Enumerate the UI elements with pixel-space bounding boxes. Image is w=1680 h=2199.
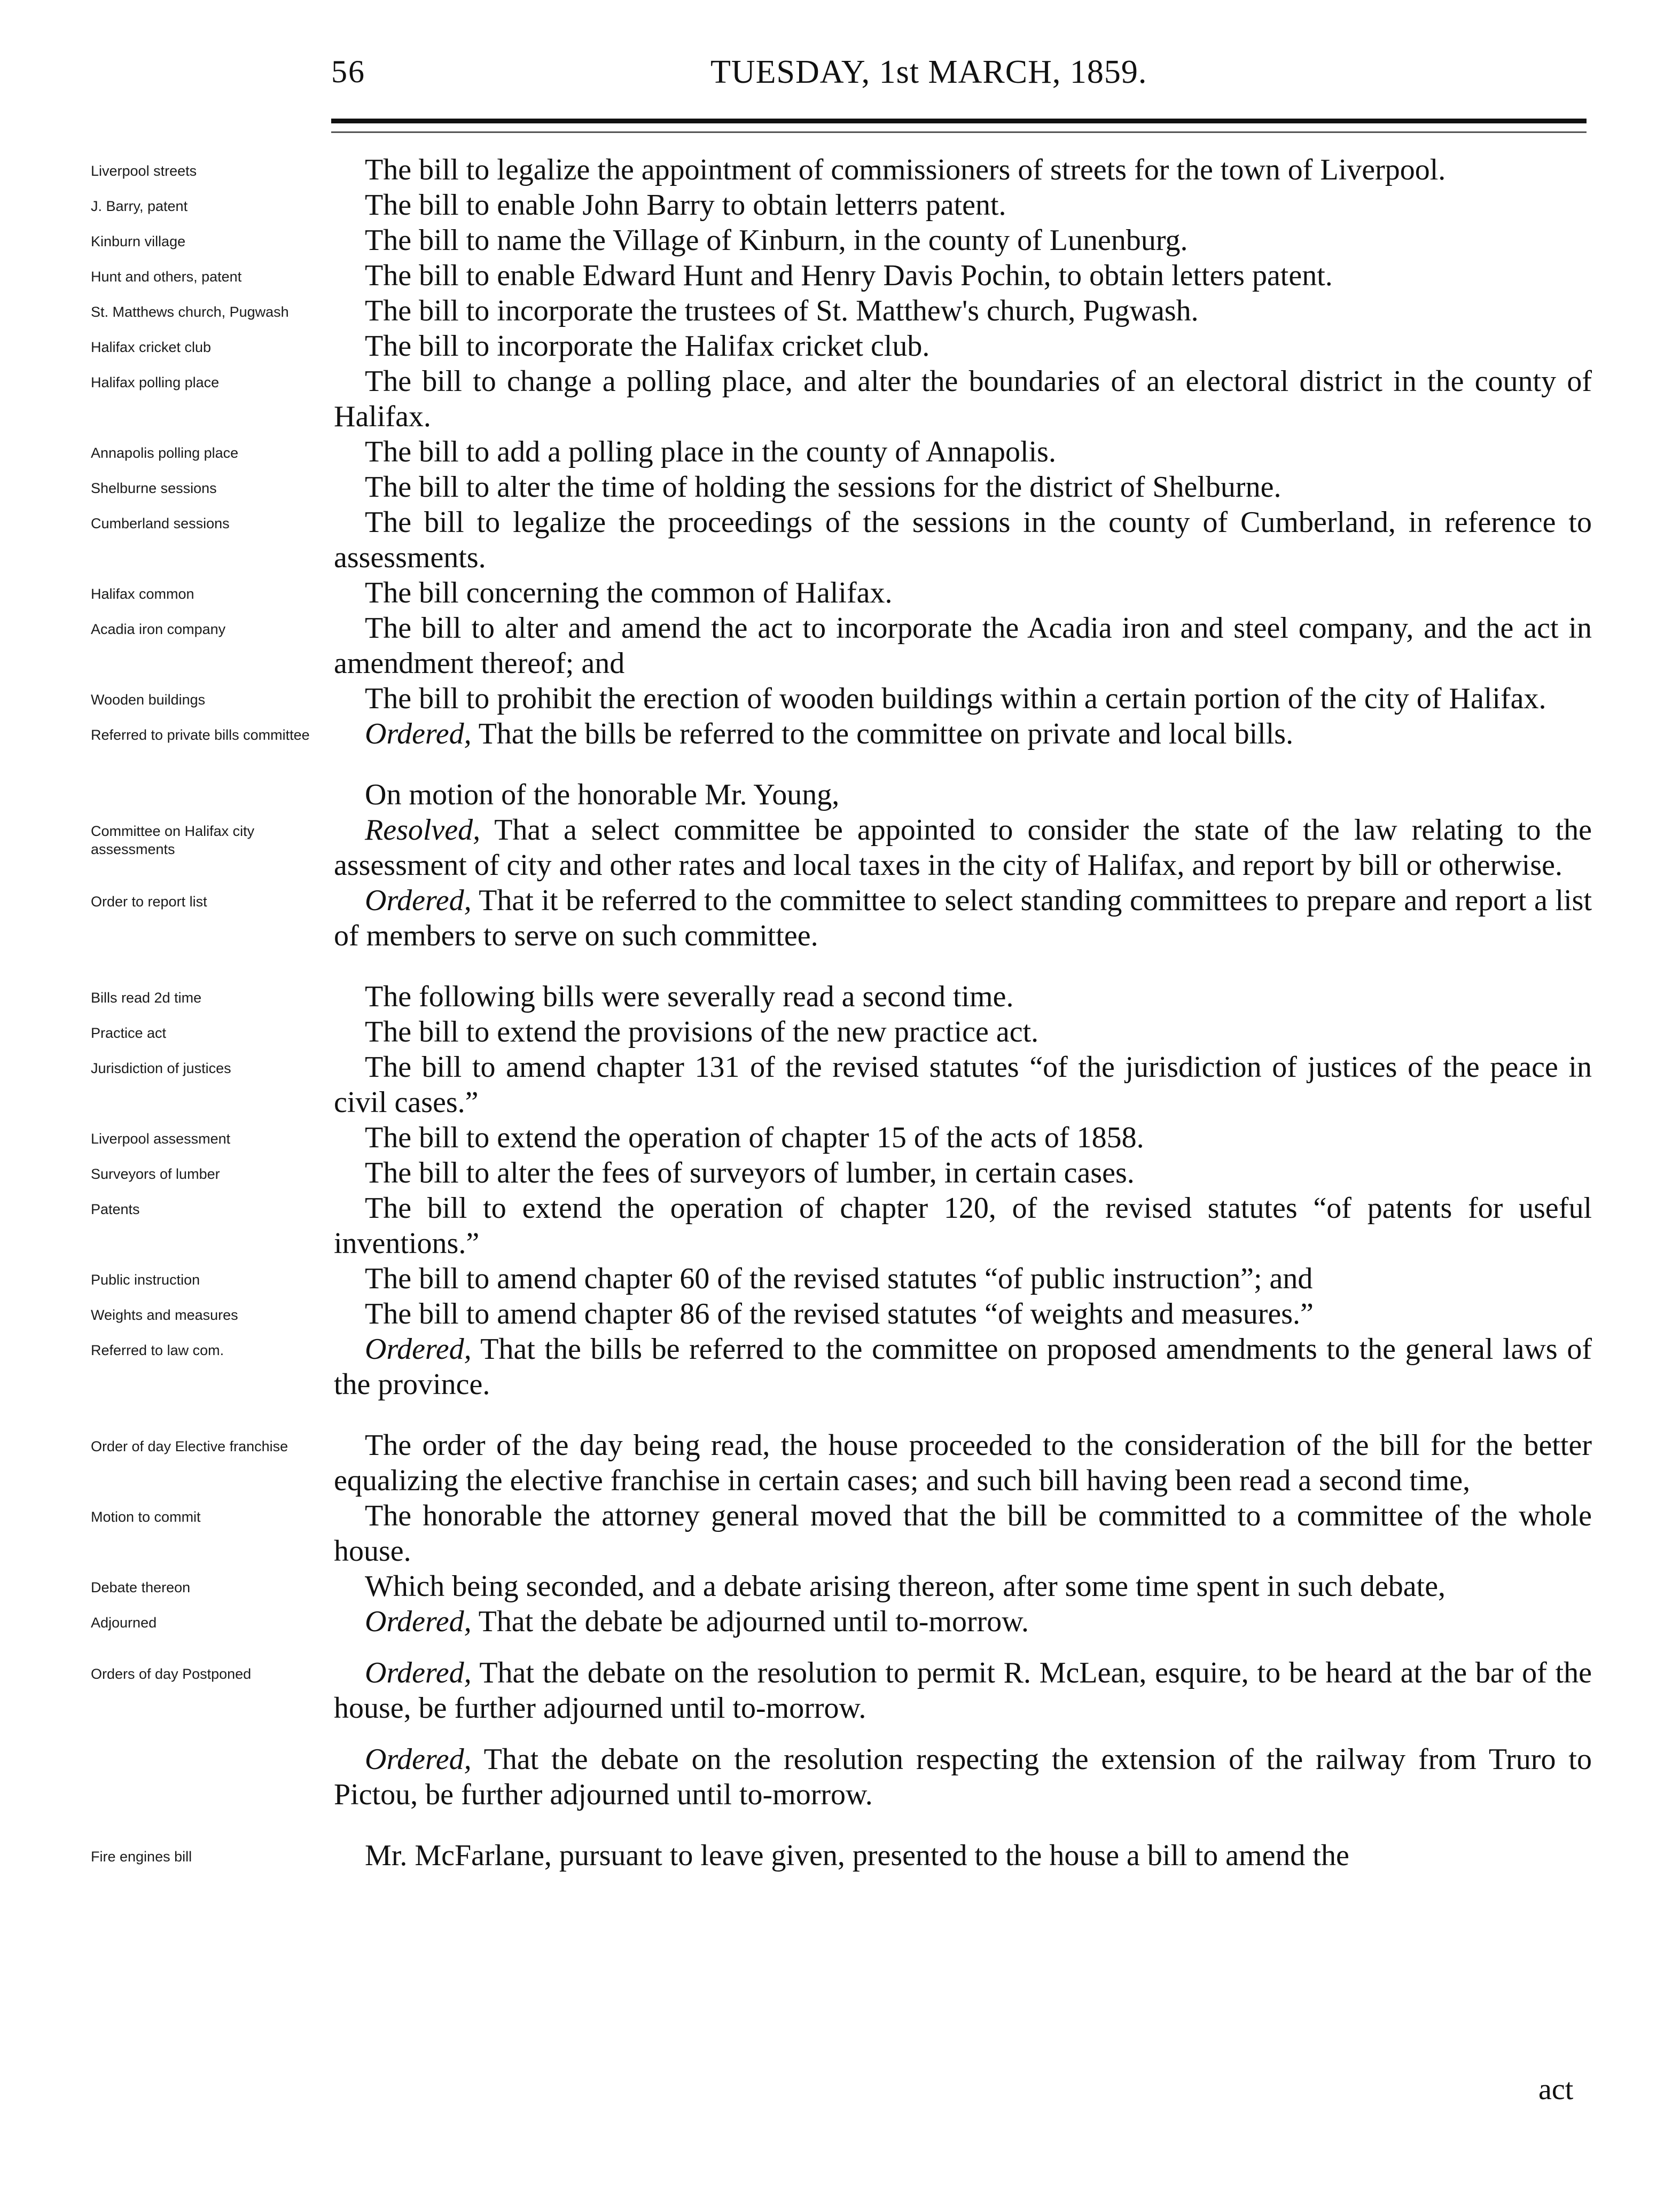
journal-entry <box>91 223 1592 258</box>
entry-lead: Ordered, <box>365 717 472 750</box>
journal-entry <box>91 328 1592 364</box>
entry-body: The bill to prohibit the erection of wooden buildings within a certain portion of the city of Halifax. <box>365 682 1546 715</box>
entry-body: That the debate on the resolution respecting the extension of the railway from Truro to Pictou, be further adjourned until to-morrow. <box>334 1743 1592 1811</box>
margin-note: Public instruction <box>91 1272 200 1288</box>
entry-text <box>334 1296 1592 1332</box>
journal-entry <box>91 812 1592 883</box>
entry-body: The bill to amend chapter 60 of the revised statutes “of public instruction”; and <box>365 1262 1313 1295</box>
entry-body: The bill to amend chapter 86 of the revised statutes “of weights and measures.” <box>365 1297 1314 1331</box>
journal-entry <box>91 1655 1592 1726</box>
entry-body: On motion of the honorable Mr. Young, <box>365 778 840 811</box>
journal-entry <box>91 505 1592 575</box>
journal-entry <box>91 293 1592 328</box>
page-header <box>331 53 1587 112</box>
journal-entry <box>91 187 1592 223</box>
entry-text <box>334 328 1592 364</box>
margin-note: Committee on Halifax city assessments <box>91 823 255 857</box>
entry-body: The bill to incorporate the Halifax cricket club. <box>365 330 930 363</box>
entry-body: The bill to amend chapter 131 of the revised statutes “of the jurisdiction of justices of the peace in civil cases.” <box>334 1051 1592 1119</box>
entry-body: The bill to alter the fees of surveyors of lumber, in certain cases. <box>365 1156 1135 1190</box>
entry-lead: Ordered, <box>365 1605 472 1638</box>
entry-text <box>334 1428 1592 1498</box>
entry-text <box>334 364 1592 434</box>
margin-note: Fire engines bill <box>91 1849 192 1865</box>
entry-body: That the bills be referred to the committee on private and local bills. <box>471 717 1294 750</box>
entry-text <box>334 1261 1592 1296</box>
entry-text <box>334 611 1592 681</box>
margin-note: Surveyors of lumber <box>91 1166 220 1182</box>
margin-note: Order of day Elective franchise <box>91 1438 288 1454</box>
entry-text <box>334 1655 1592 1726</box>
margin-note: Annapolis polling place <box>91 445 239 461</box>
journal-entry <box>91 1742 1592 1812</box>
journal-entry <box>91 364 1592 434</box>
entry-body: The order of the day being read, the house proceeded to the consideration of the bill for the better equalizing the elective franchise in certain cases; and such bill having been read a second time, <box>334 1429 1592 1497</box>
entry-body: The bill to legalize the appointment of commissioners of streets for the town of Liverpool. <box>365 153 1446 186</box>
entry-body: The bill to alter and amend the act to incorporate the Acadia iron and steel company, and the act in amendment thereof; and <box>334 612 1592 680</box>
margin-note: Orders of day Postponed <box>91 1666 252 1682</box>
entry-text <box>334 812 1592 883</box>
margin-note: Cumberland sessions <box>91 515 230 531</box>
journal-entry <box>91 716 1592 752</box>
entry-body: That it be referred to the committee to select standing committees to prepare and report a list of members to serve on such committee. <box>334 884 1592 952</box>
entry-text <box>334 1332 1592 1402</box>
margin-note: Hunt and others, patent <box>91 269 242 285</box>
entry-text <box>334 1498 1592 1569</box>
margin-note: Kinburn village <box>91 233 186 249</box>
margin-note: Acadia iron company <box>91 621 226 637</box>
journal-entry <box>91 1191 1592 1261</box>
entry-body: The bill to legalize the proceedings of the sessions in the county of Cumberland, in reference to assessments. <box>334 506 1592 574</box>
journal-entry <box>91 1120 1592 1155</box>
margin-note: Referred to law com. <box>91 1342 224 1358</box>
entry-body: That the debate be adjourned until to-morrow. <box>471 1605 1029 1638</box>
margin-note: Jurisdiction of justices <box>91 1060 231 1076</box>
journal-entry <box>91 1296 1592 1332</box>
entry-body: Which being seconded, and a debate arising thereon, after some time spent in such debate, <box>365 1570 1446 1603</box>
journal-entry <box>91 883 1592 953</box>
margin-note: Liverpool assessment <box>91 1131 231 1147</box>
entry-body: The bill to change a polling place, and alter the boundaries of an electoral district in the county of Halifax. <box>334 365 1592 433</box>
journal-entry <box>91 979 1592 1014</box>
entry-lead: Ordered, <box>365 1743 472 1776</box>
entry-body: The following bills were severally read a second time. <box>365 980 1014 1013</box>
entry-body: Mr. McFarlane, pursuant to leave given, presented to the house a bill to amend the <box>365 1839 1349 1872</box>
header-rule <box>331 119 1587 123</box>
entry-body: That the debate on the resolution to permit R. McLean, esquire, to be heard at the bar of the house, be further adjourned until to-morrow. <box>334 1656 1592 1725</box>
entry-body: That a select committee be appointed to consider the state of the law relating to the assessment of city and other rates and local taxes in the city of Halifax, and report by bill or otherwise. <box>334 813 1592 882</box>
journal-entry <box>91 1604 1592 1639</box>
entry-text <box>334 187 1592 223</box>
entry-text <box>334 979 1592 1014</box>
margin-note: Shelburne sessions <box>91 480 217 496</box>
margin-note <box>91 777 334 787</box>
entry-body: The bill to extend the operation of chapter 120, of the revised statutes “of patents for useful inventions.” <box>334 1192 1592 1260</box>
entry-body: The bill to extend the operation of chapter 15 of the acts of 1858. <box>365 1121 1144 1154</box>
entry-text <box>334 1569 1592 1604</box>
entry-lead: Ordered, <box>365 1656 472 1689</box>
journal-entry <box>91 681 1592 716</box>
entry-text <box>334 223 1592 258</box>
entry-text <box>334 1742 1592 1812</box>
journal-entry <box>91 575 1592 611</box>
journal-body <box>91 152 1592 1873</box>
entry-body: The bill concerning the common of Halifax. <box>365 576 893 609</box>
margin-note: Practice act <box>91 1025 167 1041</box>
entry-text <box>334 1191 1592 1261</box>
entry-body: The bill to extend the provisions of the new practice act. <box>365 1015 1039 1048</box>
entry-body: The bill to enable Edward Hunt and Henry Davis Pochin, to obtain letters patent. <box>365 259 1333 292</box>
entry-text <box>334 883 1592 953</box>
journal-entry <box>91 611 1592 681</box>
margin-note: Halifax polling place <box>91 374 220 390</box>
journal-entry <box>91 152 1592 187</box>
margin-note: Wooden buildings <box>91 692 206 708</box>
entry-body: The bill to name the Village of Kinburn, in the county of Lunenburg. <box>365 224 1188 257</box>
entry-text <box>334 777 1592 812</box>
journal-entry <box>91 258 1592 293</box>
entry-body: That the bills be referred to the committee on proposed amendments to the general laws of the province. <box>334 1333 1592 1401</box>
margin-note: Halifax common <box>91 586 194 602</box>
journal-entry <box>91 1332 1592 1402</box>
journal-entry <box>91 434 1592 469</box>
margin-note: Bills read 2d time <box>91 990 202 1006</box>
margin-note: Adjourned <box>91 1615 157 1631</box>
page-number: 56 <box>331 54 365 89</box>
entry-text <box>334 1604 1592 1639</box>
entry-body: The honorable the attorney general moved that the bill be committed to a committee of the whole house. <box>334 1499 1592 1568</box>
entry-text <box>334 469 1592 505</box>
journal-entry <box>91 1569 1592 1604</box>
entry-text <box>334 1050 1592 1120</box>
journal-entry <box>91 1050 1592 1120</box>
entry-text <box>334 258 1592 293</box>
entry-lead: Ordered, <box>365 1333 472 1366</box>
entry-text <box>334 1120 1592 1155</box>
entry-text <box>334 505 1592 575</box>
journal-entry <box>91 469 1592 505</box>
continuation-word: act <box>1538 2073 1574 2106</box>
journal-entry <box>91 1428 1592 1498</box>
margin-note: St. Matthews church, Pugwash <box>91 304 289 320</box>
entry-text <box>334 1014 1592 1050</box>
margin-note: Patents <box>91 1201 140 1217</box>
entry-text <box>334 434 1592 469</box>
entry-text <box>334 1155 1592 1191</box>
journal-entry <box>91 1261 1592 1296</box>
margin-note: Weights and measures <box>91 1307 238 1323</box>
entry-text <box>334 293 1592 328</box>
entry-body: The bill to add a polling place in the county of Annapolis. <box>365 435 1056 468</box>
journal-entry <box>91 1014 1592 1050</box>
header-rule-thin <box>331 131 1587 133</box>
entry-text <box>334 152 1592 187</box>
margin-note: Debate thereon <box>91 1579 191 1595</box>
margin-note: J. Barry, patent <box>91 198 188 214</box>
margin-note: Halifax cricket club <box>91 339 212 355</box>
entry-body: The bill to alter the time of holding the sessions for the district of Shelburne. <box>365 471 1282 504</box>
entry-body: The bill to incorporate the trustees of St. Matthew's church, Pugwash. <box>365 294 1199 327</box>
margin-note: Order to report list <box>91 894 207 910</box>
margin-note: Referred to private bills committee <box>91 727 310 743</box>
margin-note: Liverpool streets <box>91 163 197 179</box>
entry-text <box>334 681 1592 716</box>
journal-entry <box>91 777 1592 812</box>
entry-body: The bill to enable John Barry to obtain letterrs patent. <box>365 189 1006 222</box>
entry-text <box>334 575 1592 611</box>
page-date-heading: TUESDAY, 1st MARCH, 1859. <box>710 54 1147 90</box>
entry-text <box>334 716 1592 752</box>
journal-entry <box>91 1498 1592 1569</box>
margin-note <box>91 1742 334 1751</box>
entry-lead: Resolved, <box>365 813 481 847</box>
margin-note: Motion to commit <box>91 1509 201 1525</box>
journal-entry <box>91 1155 1592 1191</box>
journal-entry <box>91 1838 1592 1873</box>
entry-text <box>334 1838 1592 1873</box>
entry-lead: Ordered, <box>365 884 472 917</box>
